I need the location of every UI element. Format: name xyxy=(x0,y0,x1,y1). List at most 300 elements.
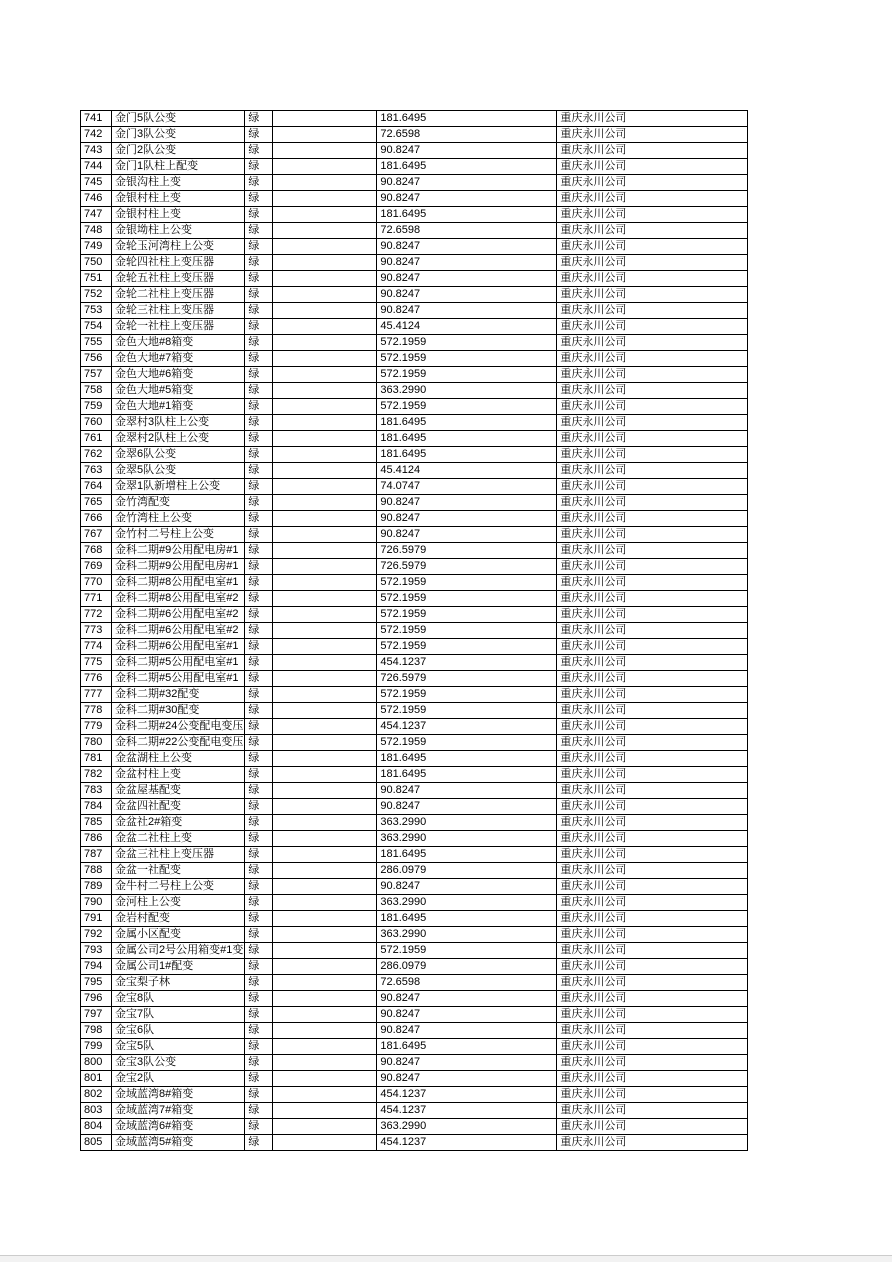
name-cell: 金河柱上公变 xyxy=(112,895,245,911)
row-number-cell: 783 xyxy=(81,783,112,799)
company-cell: 重庆永川公司 xyxy=(557,431,748,447)
value-cell: 363.2990 xyxy=(377,927,557,943)
table-row xyxy=(81,415,748,431)
value-cell: 181.6495 xyxy=(377,431,557,447)
status-cell: 绿 xyxy=(245,239,273,255)
company-cell: 重庆永川公司 xyxy=(557,687,748,703)
row-number-cell: 767 xyxy=(81,527,112,543)
company-cell: 重庆永川公司 xyxy=(557,879,748,895)
status-cell: 绿 xyxy=(245,591,273,607)
status-cell: 绿 xyxy=(245,559,273,575)
row-number-cell: 773 xyxy=(81,623,112,639)
status-cell: 绿 xyxy=(245,671,273,687)
empty-cell xyxy=(273,143,377,159)
name-cell: 金银沟柱上变 xyxy=(112,175,245,191)
empty-cell xyxy=(273,943,377,959)
value-cell: 90.8247 xyxy=(377,143,557,159)
empty-cell xyxy=(273,751,377,767)
status-cell: 绿 xyxy=(245,975,273,991)
status-cell: 绿 xyxy=(245,639,273,655)
company-cell: 重庆永川公司 xyxy=(557,367,748,383)
company-cell: 重庆永川公司 xyxy=(557,271,748,287)
value-cell: 454.1237 xyxy=(377,1135,557,1151)
empty-cell xyxy=(273,1087,377,1103)
empty-cell xyxy=(273,511,377,527)
company-cell: 重庆永川公司 xyxy=(557,399,748,415)
value-cell: 181.6495 xyxy=(377,911,557,927)
name-cell: 金色大地#8箱变 xyxy=(112,335,245,351)
name-cell: 金域蓝湾6#箱变 xyxy=(112,1119,245,1135)
value-cell: 572.1959 xyxy=(377,703,557,719)
value-cell: 363.2990 xyxy=(377,815,557,831)
row-number-cell: 772 xyxy=(81,607,112,623)
name-cell: 金域蓝湾8#箱变 xyxy=(112,1087,245,1103)
table-row xyxy=(81,575,748,591)
empty-cell xyxy=(273,447,377,463)
table-row xyxy=(81,207,748,223)
name-cell: 金门3队公变 xyxy=(112,127,245,143)
row-number-cell: 789 xyxy=(81,879,112,895)
status-cell: 绿 xyxy=(245,879,273,895)
company-cell: 重庆永川公司 xyxy=(557,111,748,127)
row-number-cell: 750 xyxy=(81,255,112,271)
company-cell: 重庆永川公司 xyxy=(557,911,748,927)
company-cell: 重庆永川公司 xyxy=(557,1039,748,1055)
name-cell: 金色大地#7箱变 xyxy=(112,351,245,367)
empty-cell xyxy=(273,287,377,303)
value-cell: 181.6495 xyxy=(377,751,557,767)
empty-cell xyxy=(273,671,377,687)
company-cell: 重庆永川公司 xyxy=(557,655,748,671)
table-row xyxy=(81,335,748,351)
company-cell: 重庆永川公司 xyxy=(557,479,748,495)
company-cell: 重庆永川公司 xyxy=(557,591,748,607)
status-cell: 绿 xyxy=(245,1007,273,1023)
company-cell: 重庆永川公司 xyxy=(557,191,748,207)
name-cell: 金轮四社柱上变压器 xyxy=(112,255,245,271)
value-cell: 572.1959 xyxy=(377,623,557,639)
status-cell: 绿 xyxy=(245,655,273,671)
value-cell: 45.4124 xyxy=(377,319,557,335)
status-cell: 绿 xyxy=(245,911,273,927)
row-number-cell: 798 xyxy=(81,1023,112,1039)
row-number-cell: 764 xyxy=(81,479,112,495)
empty-cell xyxy=(273,223,377,239)
name-cell: 金宝梨子林 xyxy=(112,975,245,991)
empty-cell xyxy=(273,399,377,415)
row-number-cell: 778 xyxy=(81,703,112,719)
status-cell: 绿 xyxy=(245,479,273,495)
status-cell: 绿 xyxy=(245,927,273,943)
status-cell: 绿 xyxy=(245,623,273,639)
value-cell: 363.2990 xyxy=(377,831,557,847)
company-cell: 重庆永川公司 xyxy=(557,735,748,751)
table-row xyxy=(81,1039,748,1055)
row-number-cell: 741 xyxy=(81,111,112,127)
table-row xyxy=(81,495,748,511)
table-row xyxy=(81,831,748,847)
name-cell: 金属小区配变 xyxy=(112,927,245,943)
company-cell: 重庆永川公司 xyxy=(557,415,748,431)
value-cell: 363.2990 xyxy=(377,383,557,399)
name-cell: 金科二期#6公用配电室#2 xyxy=(112,607,245,623)
table-row xyxy=(81,111,748,127)
table-row xyxy=(81,639,748,655)
status-cell: 绿 xyxy=(245,751,273,767)
name-cell: 金翠1队新增柱上公变 xyxy=(112,479,245,495)
status-cell: 绿 xyxy=(245,575,273,591)
table-row xyxy=(81,943,748,959)
status-cell: 绿 xyxy=(245,1039,273,1055)
status-cell: 绿 xyxy=(245,191,273,207)
row-number-cell: 776 xyxy=(81,671,112,687)
empty-cell xyxy=(273,319,377,335)
value-cell: 90.8247 xyxy=(377,1071,557,1087)
name-cell: 金盆湖柱上公变 xyxy=(112,751,245,767)
row-number-cell: 763 xyxy=(81,463,112,479)
empty-cell xyxy=(273,831,377,847)
company-cell: 重庆永川公司 xyxy=(557,1023,748,1039)
status-cell: 绿 xyxy=(245,767,273,783)
row-number-cell: 748 xyxy=(81,223,112,239)
company-cell: 重庆永川公司 xyxy=(557,863,748,879)
company-cell: 重庆永川公司 xyxy=(557,207,748,223)
empty-cell xyxy=(273,767,377,783)
empty-cell xyxy=(273,463,377,479)
name-cell: 金色大地#5箱变 xyxy=(112,383,245,399)
value-cell: 72.6598 xyxy=(377,127,557,143)
company-cell: 重庆永川公司 xyxy=(557,1071,748,1087)
status-cell: 绿 xyxy=(245,863,273,879)
table-row xyxy=(81,1103,748,1119)
status-cell: 绿 xyxy=(245,1023,273,1039)
value-cell: 726.5979 xyxy=(377,559,557,575)
name-cell: 金竹村二号柱上公变 xyxy=(112,527,245,543)
status-cell: 绿 xyxy=(245,1055,273,1071)
empty-cell xyxy=(273,255,377,271)
transformer-data-table xyxy=(80,110,748,1151)
company-cell: 重庆永川公司 xyxy=(557,511,748,527)
row-number-cell: 742 xyxy=(81,127,112,143)
status-cell: 绿 xyxy=(245,495,273,511)
table-row xyxy=(81,143,748,159)
company-cell: 重庆永川公司 xyxy=(557,223,748,239)
status-cell: 绿 xyxy=(245,111,273,127)
name-cell: 金属公司1#配变 xyxy=(112,959,245,975)
name-cell: 金域蓝湾7#箱变 xyxy=(112,1103,245,1119)
empty-cell xyxy=(273,159,377,175)
value-cell: 90.8247 xyxy=(377,495,557,511)
value-cell: 90.8247 xyxy=(377,1023,557,1039)
status-cell: 绿 xyxy=(245,687,273,703)
company-cell: 重庆永川公司 xyxy=(557,671,748,687)
table-row xyxy=(81,431,748,447)
name-cell: 金色大地#1箱变 xyxy=(112,399,245,415)
table-row xyxy=(81,319,748,335)
status-cell: 绿 xyxy=(245,399,273,415)
name-cell: 金门1队柱上配变 xyxy=(112,159,245,175)
name-cell: 金翠村3队柱上公变 xyxy=(112,415,245,431)
company-cell: 重庆永川公司 xyxy=(557,959,748,975)
empty-cell xyxy=(273,271,377,287)
table-row xyxy=(81,159,748,175)
name-cell: 金科二期#8公用配电室#2 xyxy=(112,591,245,607)
company-cell: 重庆永川公司 xyxy=(557,783,748,799)
company-cell: 重庆永川公司 xyxy=(557,767,748,783)
value-cell: 181.6495 xyxy=(377,415,557,431)
company-cell: 重庆永川公司 xyxy=(557,815,748,831)
row-number-cell: 747 xyxy=(81,207,112,223)
company-cell: 重庆永川公司 xyxy=(557,991,748,1007)
empty-cell xyxy=(273,303,377,319)
empty-cell xyxy=(273,543,377,559)
row-number-cell: 769 xyxy=(81,559,112,575)
row-number-cell: 781 xyxy=(81,751,112,767)
status-cell: 绿 xyxy=(245,991,273,1007)
table-row xyxy=(81,1087,748,1103)
name-cell: 金色大地#6箱变 xyxy=(112,367,245,383)
status-cell: 绿 xyxy=(245,447,273,463)
status-cell: 绿 xyxy=(245,799,273,815)
empty-cell xyxy=(273,1103,377,1119)
row-number-cell: 746 xyxy=(81,191,112,207)
name-cell: 金牛村二号柱上公变 xyxy=(112,879,245,895)
empty-cell xyxy=(273,991,377,1007)
empty-cell xyxy=(273,1119,377,1135)
row-number-cell: 775 xyxy=(81,655,112,671)
row-number-cell: 802 xyxy=(81,1087,112,1103)
value-cell: 181.6495 xyxy=(377,207,557,223)
value-cell: 90.8247 xyxy=(377,175,557,191)
table-row xyxy=(81,799,748,815)
row-number-cell: 800 xyxy=(81,1055,112,1071)
name-cell: 金宝3队公变 xyxy=(112,1055,245,1071)
company-cell: 重庆永川公司 xyxy=(557,895,748,911)
status-cell: 绿 xyxy=(245,1135,273,1151)
table-row xyxy=(81,511,748,527)
name-cell: 金翠5队公变 xyxy=(112,463,245,479)
empty-cell xyxy=(273,495,377,511)
row-number-cell: 745 xyxy=(81,175,112,191)
name-cell: 金科二期#9公用配电房#1 xyxy=(112,559,245,575)
table-row xyxy=(81,239,748,255)
empty-cell xyxy=(273,1007,377,1023)
row-number-cell: 784 xyxy=(81,799,112,815)
status-cell: 绿 xyxy=(245,719,273,735)
status-cell: 绿 xyxy=(245,383,273,399)
name-cell: 金轮二社柱上变压器 xyxy=(112,287,245,303)
row-number-cell: 766 xyxy=(81,511,112,527)
name-cell: 金盆三社柱上变压器 xyxy=(112,847,245,863)
table-row xyxy=(81,191,748,207)
row-number-cell: 801 xyxy=(81,1071,112,1087)
status-cell: 绿 xyxy=(245,223,273,239)
status-cell: 绿 xyxy=(245,1071,273,1087)
row-number-cell: 774 xyxy=(81,639,112,655)
table-row xyxy=(81,175,748,191)
name-cell: 金翠6队公变 xyxy=(112,447,245,463)
status-cell: 绿 xyxy=(245,319,273,335)
value-cell: 181.6495 xyxy=(377,111,557,127)
empty-cell xyxy=(273,799,377,815)
table-row xyxy=(81,527,748,543)
table-row xyxy=(81,735,748,751)
row-number-cell: 756 xyxy=(81,351,112,367)
name-cell: 金科二期#9公用配电房#1 xyxy=(112,543,245,559)
status-cell: 绿 xyxy=(245,143,273,159)
name-cell: 金科二期#6公用配电室#2 xyxy=(112,623,245,639)
row-number-cell: 755 xyxy=(81,335,112,351)
row-number-cell: 777 xyxy=(81,687,112,703)
name-cell: 金科二期#30配变 xyxy=(112,703,245,719)
status-cell: 绿 xyxy=(245,351,273,367)
table-row xyxy=(81,287,748,303)
empty-cell xyxy=(273,207,377,223)
name-cell: 金科二期#5公用配电室#1 xyxy=(112,655,245,671)
company-cell: 重庆永川公司 xyxy=(557,319,748,335)
company-cell: 重庆永川公司 xyxy=(557,799,748,815)
value-cell: 90.8247 xyxy=(377,287,557,303)
company-cell: 重庆永川公司 xyxy=(557,335,748,351)
name-cell: 金盆一社配变 xyxy=(112,863,245,879)
name-cell: 金银村柱上变 xyxy=(112,191,245,207)
company-cell: 重庆永川公司 xyxy=(557,847,748,863)
table-body xyxy=(81,111,748,1151)
name-cell: 金翠村2队柱上公变 xyxy=(112,431,245,447)
value-cell: 90.8247 xyxy=(377,303,557,319)
status-cell: 绿 xyxy=(245,847,273,863)
empty-cell xyxy=(273,1071,377,1087)
value-cell: 72.6598 xyxy=(377,975,557,991)
row-number-cell: 803 xyxy=(81,1103,112,1119)
row-number-cell: 792 xyxy=(81,927,112,943)
empty-cell xyxy=(273,687,377,703)
row-number-cell: 759 xyxy=(81,399,112,415)
name-cell: 金轮三社柱上变压器 xyxy=(112,303,245,319)
row-number-cell: 780 xyxy=(81,735,112,751)
name-cell: 金岩村配变 xyxy=(112,911,245,927)
table-row xyxy=(81,655,748,671)
company-cell: 重庆永川公司 xyxy=(557,927,748,943)
row-number-cell: 751 xyxy=(81,271,112,287)
row-number-cell: 768 xyxy=(81,543,112,559)
empty-cell xyxy=(273,175,377,191)
name-cell: 金竹湾配变 xyxy=(112,495,245,511)
empty-cell xyxy=(273,1055,377,1071)
value-cell: 454.1237 xyxy=(377,1103,557,1119)
empty-cell xyxy=(273,975,377,991)
status-cell: 绿 xyxy=(245,431,273,447)
table-row xyxy=(81,911,748,927)
name-cell: 金域蓝湾5#箱变 xyxy=(112,1135,245,1151)
table-row xyxy=(81,271,748,287)
value-cell: 90.8247 xyxy=(377,255,557,271)
name-cell: 金轮玉河湾柱上公变 xyxy=(112,239,245,255)
table-row xyxy=(81,895,748,911)
value-cell: 572.1959 xyxy=(377,687,557,703)
name-cell: 金盆社2#箱变 xyxy=(112,815,245,831)
status-cell: 绿 xyxy=(245,959,273,975)
name-cell: 金宝2队 xyxy=(112,1071,245,1087)
empty-cell xyxy=(273,335,377,351)
company-cell: 重庆永川公司 xyxy=(557,495,748,511)
value-cell: 181.6495 xyxy=(377,847,557,863)
name-cell: 金银村柱上变 xyxy=(112,207,245,223)
table-row xyxy=(81,607,748,623)
name-cell: 金宝7队 xyxy=(112,1007,245,1023)
status-cell: 绿 xyxy=(245,783,273,799)
table-row xyxy=(81,767,748,783)
company-cell: 重庆永川公司 xyxy=(557,239,748,255)
value-cell: 181.6495 xyxy=(377,447,557,463)
value-cell: 90.8247 xyxy=(377,1055,557,1071)
status-cell: 绿 xyxy=(245,175,273,191)
company-cell: 重庆永川公司 xyxy=(557,1087,748,1103)
company-cell: 重庆永川公司 xyxy=(557,1119,748,1135)
value-cell: 45.4124 xyxy=(377,463,557,479)
status-cell: 绿 xyxy=(245,543,273,559)
table-row xyxy=(81,463,748,479)
value-cell: 726.5979 xyxy=(377,543,557,559)
table-row xyxy=(81,719,748,735)
table-row xyxy=(81,863,748,879)
company-cell: 重庆永川公司 xyxy=(557,751,748,767)
row-number-cell: 787 xyxy=(81,847,112,863)
name-cell: 金竹湾柱上公变 xyxy=(112,511,245,527)
company-cell: 重庆永川公司 xyxy=(557,383,748,399)
empty-cell xyxy=(273,719,377,735)
company-cell: 重庆永川公司 xyxy=(557,303,748,319)
company-cell: 重庆永川公司 xyxy=(557,543,748,559)
table-row xyxy=(81,783,748,799)
company-cell: 重庆永川公司 xyxy=(557,127,748,143)
table-row xyxy=(81,751,748,767)
value-cell: 90.8247 xyxy=(377,239,557,255)
name-cell: 金盆二社柱上变 xyxy=(112,831,245,847)
table-row xyxy=(81,847,748,863)
status-cell: 绿 xyxy=(245,527,273,543)
table-row xyxy=(81,1119,748,1135)
row-number-cell: 785 xyxy=(81,815,112,831)
company-cell: 重庆永川公司 xyxy=(557,1135,748,1151)
value-cell: 454.1237 xyxy=(377,655,557,671)
status-cell: 绿 xyxy=(245,415,273,431)
row-number-cell: 752 xyxy=(81,287,112,303)
value-cell: 90.8247 xyxy=(377,527,557,543)
row-number-cell: 799 xyxy=(81,1039,112,1055)
company-cell: 重庆永川公司 xyxy=(557,159,748,175)
table-row xyxy=(81,447,748,463)
table-row xyxy=(81,559,748,575)
status-cell: 绿 xyxy=(245,463,273,479)
company-cell: 重庆永川公司 xyxy=(557,351,748,367)
row-number-cell: 753 xyxy=(81,303,112,319)
name-cell: 金银坳柱上公变 xyxy=(112,223,245,239)
empty-cell xyxy=(273,623,377,639)
name-cell: 金属公司2号公用箱变#1变 xyxy=(112,943,245,959)
name-cell: 金宝8队 xyxy=(112,991,245,1007)
row-number-cell: 743 xyxy=(81,143,112,159)
status-cell: 绿 xyxy=(245,943,273,959)
value-cell: 90.8247 xyxy=(377,783,557,799)
row-number-cell: 788 xyxy=(81,863,112,879)
name-cell: 金门2队公变 xyxy=(112,143,245,159)
status-cell: 绿 xyxy=(245,303,273,319)
name-cell: 金盆屋基配变 xyxy=(112,783,245,799)
row-number-cell: 805 xyxy=(81,1135,112,1151)
table-row xyxy=(81,543,748,559)
value-cell: 90.8247 xyxy=(377,1007,557,1023)
